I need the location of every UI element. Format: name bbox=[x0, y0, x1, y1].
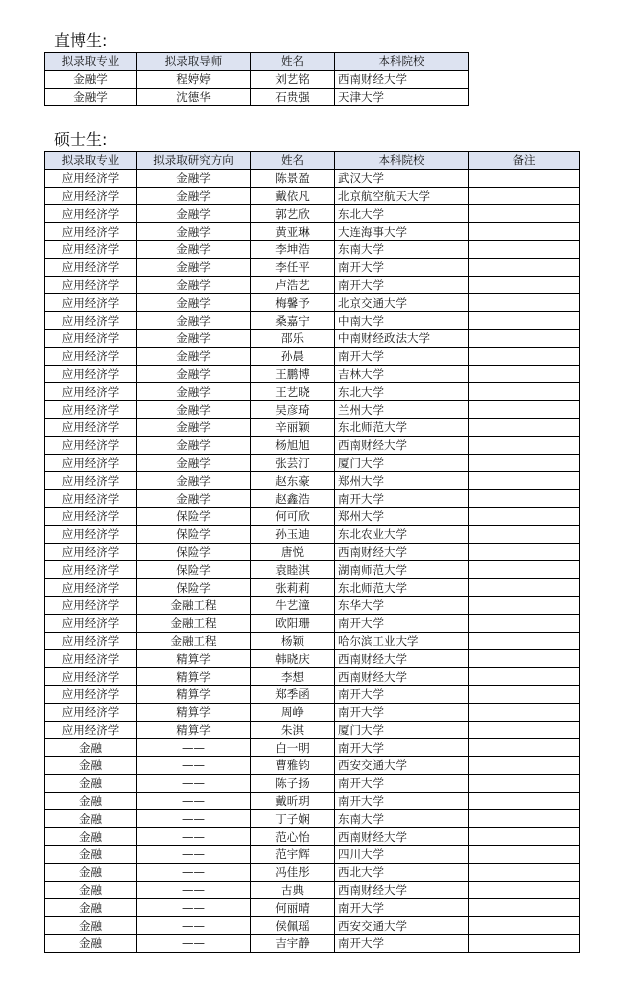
table-row bbox=[45, 383, 580, 401]
table-cell: 范心怡 bbox=[251, 828, 335, 846]
table-row bbox=[45, 685, 580, 703]
table-cell: 应用经济学 bbox=[45, 294, 137, 312]
table-cell: 南开大学 bbox=[335, 792, 469, 810]
table-cell: 西南财经大学 bbox=[335, 70, 469, 88]
table-cell: 应用经济学 bbox=[45, 596, 137, 614]
table-cell: 桑嘉宁 bbox=[251, 312, 335, 330]
table-cell: 北京航空航天大学 bbox=[335, 187, 469, 205]
table-cell: 保险学 bbox=[137, 561, 251, 579]
table-cell: 应用经济学 bbox=[45, 525, 137, 543]
table-cell: 金融学 bbox=[137, 329, 251, 347]
table-cell: 金融学 bbox=[137, 276, 251, 294]
table-cell: —— bbox=[137, 828, 251, 846]
table-row bbox=[45, 739, 580, 757]
table-row bbox=[45, 596, 580, 614]
table-cell bbox=[469, 881, 580, 899]
table-cell: 南开大学 bbox=[335, 703, 469, 721]
table-cell: —— bbox=[137, 810, 251, 828]
table-row bbox=[45, 472, 580, 490]
table-cell: 沈德华 bbox=[137, 88, 251, 106]
table-row bbox=[45, 792, 580, 810]
table-cell: 北京交通大学 bbox=[335, 294, 469, 312]
table-cell bbox=[469, 365, 580, 383]
table-cell: 金融 bbox=[45, 757, 137, 775]
table-cell: 金融 bbox=[45, 739, 137, 757]
table-cell: 郑州大学 bbox=[335, 472, 469, 490]
table-cell: 南开大学 bbox=[335, 935, 469, 953]
table-cell: 梅馨予 bbox=[251, 294, 335, 312]
table-cell: 应用经济学 bbox=[45, 383, 137, 401]
table-cell: 金融工程 bbox=[137, 596, 251, 614]
table-cell: 保险学 bbox=[137, 543, 251, 561]
column-header: 姓名 bbox=[251, 152, 335, 170]
table-cell bbox=[469, 543, 580, 561]
table-cell: 东北大学 bbox=[335, 205, 469, 223]
table-cell: 金融学 bbox=[137, 472, 251, 490]
table-cell: 大连海事大学 bbox=[335, 223, 469, 241]
table-cell: 金融学 bbox=[137, 490, 251, 508]
table-cell bbox=[469, 294, 580, 312]
table-cell: 周峥 bbox=[251, 703, 335, 721]
table-cell bbox=[469, 561, 580, 579]
table-cell bbox=[469, 329, 580, 347]
table-cell: 南开大学 bbox=[335, 258, 469, 276]
table-row bbox=[45, 490, 580, 508]
table-cell: 陈景盈 bbox=[251, 169, 335, 187]
table-cell: 吉林大学 bbox=[335, 365, 469, 383]
table-cell: 杨旭旭 bbox=[251, 436, 335, 454]
table-cell: 南开大学 bbox=[335, 490, 469, 508]
table-cell bbox=[469, 757, 580, 775]
table-cell: 金融 bbox=[45, 917, 137, 935]
table-cell: 李任平 bbox=[251, 258, 335, 276]
table-cell: —— bbox=[137, 757, 251, 775]
table-cell: 应用经济学 bbox=[45, 205, 137, 223]
table-cell: 西南财经大学 bbox=[335, 650, 469, 668]
table-cell: 程婷婷 bbox=[137, 70, 251, 88]
table-row bbox=[45, 507, 580, 525]
column-header: 拟录取研究方向 bbox=[137, 152, 251, 170]
table-cell: 应用经济学 bbox=[45, 401, 137, 419]
table-row bbox=[45, 276, 580, 294]
table-cell: 欧阳珊 bbox=[251, 614, 335, 632]
table-cell: 金融学 bbox=[137, 205, 251, 223]
table-cell: 武汉大学 bbox=[335, 169, 469, 187]
masters-heading: 硕士生: bbox=[54, 130, 108, 149]
table-cell: 金融工程 bbox=[137, 614, 251, 632]
column-header: 姓名 bbox=[251, 53, 335, 71]
table-cell: 金融学 bbox=[137, 454, 251, 472]
table-cell bbox=[469, 685, 580, 703]
table-row bbox=[45, 205, 580, 223]
table-cell bbox=[469, 169, 580, 187]
table-row bbox=[45, 169, 580, 187]
table-row bbox=[45, 632, 580, 650]
table-cell: 厦门大学 bbox=[335, 454, 469, 472]
table-cell: 应用经济学 bbox=[45, 650, 137, 668]
table-cell: 金融 bbox=[45, 899, 137, 917]
table-cell bbox=[469, 525, 580, 543]
column-header: 拟录取专业 bbox=[45, 152, 137, 170]
table-cell: 应用经济学 bbox=[45, 561, 137, 579]
table-cell bbox=[469, 668, 580, 686]
table-row bbox=[45, 668, 580, 686]
table-cell: 金融 bbox=[45, 810, 137, 828]
table-cell bbox=[469, 383, 580, 401]
table-cell: 精算学 bbox=[137, 668, 251, 686]
table-cell: 精算学 bbox=[137, 721, 251, 739]
table-cell: 应用经济学 bbox=[45, 703, 137, 721]
table-cell: 金融学 bbox=[137, 383, 251, 401]
table-cell bbox=[469, 223, 580, 241]
table-cell: 应用经济学 bbox=[45, 347, 137, 365]
table-cell bbox=[469, 614, 580, 632]
table-row bbox=[45, 454, 580, 472]
column-header: 本科院校 bbox=[335, 152, 469, 170]
table-row bbox=[45, 88, 469, 106]
table-cell: 南开大学 bbox=[335, 276, 469, 294]
table-cell: 应用经济学 bbox=[45, 223, 137, 241]
table-cell: 石贵强 bbox=[251, 88, 335, 106]
table-cell bbox=[469, 240, 580, 258]
table-cell: 厦门大学 bbox=[335, 721, 469, 739]
table-cell: 金融学 bbox=[137, 347, 251, 365]
table-row bbox=[45, 312, 580, 330]
table-row bbox=[45, 70, 469, 88]
table-cell: 应用经济学 bbox=[45, 685, 137, 703]
table-cell: 湖南师范大学 bbox=[335, 561, 469, 579]
table-cell: 金融学 bbox=[137, 365, 251, 383]
masters-table bbox=[44, 151, 580, 953]
table-cell bbox=[469, 721, 580, 739]
table-cell: 应用经济学 bbox=[45, 365, 137, 383]
table-cell: 精算学 bbox=[137, 650, 251, 668]
table-cell bbox=[469, 276, 580, 294]
table-cell: 应用经济学 bbox=[45, 240, 137, 258]
table-cell: 金融 bbox=[45, 935, 137, 953]
table-row bbox=[45, 401, 580, 419]
table-cell bbox=[469, 650, 580, 668]
table-cell: 侯佩瑶 bbox=[251, 917, 335, 935]
table-row bbox=[45, 294, 580, 312]
table-row bbox=[45, 614, 580, 632]
table-cell: 王艺晓 bbox=[251, 383, 335, 401]
table-row bbox=[45, 223, 580, 241]
table-cell: 郑季函 bbox=[251, 685, 335, 703]
table-cell bbox=[469, 846, 580, 864]
table-cell: 金融 bbox=[45, 881, 137, 899]
table-row bbox=[45, 881, 580, 899]
table-row bbox=[45, 703, 580, 721]
table-cell: 郭艺欣 bbox=[251, 205, 335, 223]
table-cell: 金融学 bbox=[137, 418, 251, 436]
table-cell: —— bbox=[137, 739, 251, 757]
table-cell: 郑州大学 bbox=[335, 507, 469, 525]
table-cell: 金融学 bbox=[137, 240, 251, 258]
table-cell: 金融学 bbox=[137, 223, 251, 241]
table-cell: 金融学 bbox=[137, 187, 251, 205]
table-row bbox=[45, 561, 580, 579]
phd-table bbox=[44, 52, 469, 106]
table-cell bbox=[469, 436, 580, 454]
table-cell: 邵乐 bbox=[251, 329, 335, 347]
table-row bbox=[45, 935, 580, 953]
table-cell: 孙玉迪 bbox=[251, 525, 335, 543]
table-row bbox=[45, 329, 580, 347]
table-cell: 应用经济学 bbox=[45, 472, 137, 490]
table-cell bbox=[469, 596, 580, 614]
table-row bbox=[45, 436, 580, 454]
table-cell: 保险学 bbox=[137, 579, 251, 597]
table-cell: 卢浩艺 bbox=[251, 276, 335, 294]
table-cell: 金融学 bbox=[137, 401, 251, 419]
table-row bbox=[45, 721, 580, 739]
table-cell: 东南大学 bbox=[335, 240, 469, 258]
table-row bbox=[45, 810, 580, 828]
table-cell: 陈子扬 bbox=[251, 774, 335, 792]
table-cell: 张芸汀 bbox=[251, 454, 335, 472]
column-header: 拟录取导师 bbox=[137, 53, 251, 71]
table-cell: 四川大学 bbox=[335, 846, 469, 864]
table-row bbox=[45, 774, 580, 792]
table-cell bbox=[469, 472, 580, 490]
table-cell: 金融学 bbox=[137, 312, 251, 330]
table-row bbox=[45, 365, 580, 383]
table-cell: 应用经济学 bbox=[45, 329, 137, 347]
table-cell: 戴依凡 bbox=[251, 187, 335, 205]
table-row bbox=[45, 579, 580, 597]
table-row bbox=[45, 863, 580, 881]
table-cell: 丁子娴 bbox=[251, 810, 335, 828]
table-cell: 金融 bbox=[45, 846, 137, 864]
table-cell: 西南财经大学 bbox=[335, 881, 469, 899]
table-row bbox=[45, 846, 580, 864]
table-cell bbox=[469, 401, 580, 419]
table-cell: 南开大学 bbox=[335, 899, 469, 917]
table-row bbox=[45, 418, 580, 436]
table-cell: 西南财经大学 bbox=[335, 543, 469, 561]
table-cell: 兰州大学 bbox=[335, 401, 469, 419]
table-cell: 黄亚琳 bbox=[251, 223, 335, 241]
column-header: 拟录取专业 bbox=[45, 53, 137, 71]
table-cell bbox=[469, 739, 580, 757]
column-header: 本科院校 bbox=[335, 53, 469, 71]
table-cell: 应用经济学 bbox=[45, 169, 137, 187]
table-cell: —— bbox=[137, 899, 251, 917]
table-cell bbox=[469, 792, 580, 810]
table-cell: 应用经济学 bbox=[45, 490, 137, 508]
table-cell: 南开大学 bbox=[335, 685, 469, 703]
table-cell bbox=[469, 579, 580, 597]
table-cell: 西南财经大学 bbox=[335, 668, 469, 686]
table-cell bbox=[469, 632, 580, 650]
table-cell: 辛丽颖 bbox=[251, 418, 335, 436]
masters-table-body bbox=[45, 169, 580, 952]
table-cell bbox=[469, 187, 580, 205]
table-cell: 西北大学 bbox=[335, 863, 469, 881]
phd-header-row bbox=[45, 53, 469, 71]
table-cell: 精算学 bbox=[137, 685, 251, 703]
table-cell: 南开大学 bbox=[335, 347, 469, 365]
table-cell: 应用经济学 bbox=[45, 632, 137, 650]
table-cell: 东北师范大学 bbox=[335, 418, 469, 436]
table-cell bbox=[469, 917, 580, 935]
table-cell: 金融学 bbox=[137, 294, 251, 312]
table-cell: 王鹏博 bbox=[251, 365, 335, 383]
table-cell: 金融工程 bbox=[137, 632, 251, 650]
table-row bbox=[45, 757, 580, 775]
table-cell: 唐悦 bbox=[251, 543, 335, 561]
table-cell bbox=[469, 205, 580, 223]
table-cell: 东北大学 bbox=[335, 383, 469, 401]
table-cell: 西安交通大学 bbox=[335, 757, 469, 775]
table-cell: 冯佳彤 bbox=[251, 863, 335, 881]
table-cell: 应用经济学 bbox=[45, 454, 137, 472]
table-row bbox=[45, 258, 580, 276]
table-cell bbox=[469, 490, 580, 508]
table-cell: 应用经济学 bbox=[45, 436, 137, 454]
masters-header-row bbox=[45, 152, 580, 170]
table-cell: 戴昕玥 bbox=[251, 792, 335, 810]
table-cell bbox=[469, 863, 580, 881]
table-cell: 何丽晴 bbox=[251, 899, 335, 917]
column-header: 备注 bbox=[469, 152, 580, 170]
table-cell: —— bbox=[137, 774, 251, 792]
phd-heading: 直博生: bbox=[54, 31, 108, 50]
table-cell: 古典 bbox=[251, 881, 335, 899]
table-cell: 金融 bbox=[45, 792, 137, 810]
table-cell: 刘艺铭 bbox=[251, 70, 335, 88]
table-cell: 应用经济学 bbox=[45, 187, 137, 205]
table-cell: 哈尔滨工业大学 bbox=[335, 632, 469, 650]
table-cell: 精算学 bbox=[137, 703, 251, 721]
table-cell: 应用经济学 bbox=[45, 507, 137, 525]
table-cell: 金融学 bbox=[45, 70, 137, 88]
table-row bbox=[45, 650, 580, 668]
table-cell: 应用经济学 bbox=[45, 668, 137, 686]
table-cell bbox=[469, 828, 580, 846]
table-cell bbox=[469, 312, 580, 330]
table-cell: 李坤浩 bbox=[251, 240, 335, 258]
table-cell: 南开大学 bbox=[335, 614, 469, 632]
table-cell bbox=[469, 347, 580, 365]
table-row bbox=[45, 543, 580, 561]
table-cell: 金融学 bbox=[137, 169, 251, 187]
table-cell bbox=[469, 935, 580, 953]
table-cell: 金融 bbox=[45, 863, 137, 881]
table-row bbox=[45, 899, 580, 917]
table-cell: 西南财经大学 bbox=[335, 828, 469, 846]
table-cell: 南开大学 bbox=[335, 774, 469, 792]
table-cell: 中南大学 bbox=[335, 312, 469, 330]
table-cell: 应用经济学 bbox=[45, 579, 137, 597]
table-cell: 应用经济学 bbox=[45, 543, 137, 561]
table-cell: 应用经济学 bbox=[45, 418, 137, 436]
phd-table-body bbox=[45, 70, 469, 106]
table-cell: 金融学 bbox=[45, 88, 137, 106]
table-row bbox=[45, 917, 580, 935]
table-cell: 孙晨 bbox=[251, 347, 335, 365]
table-cell: —— bbox=[137, 935, 251, 953]
table-cell: 金融 bbox=[45, 774, 137, 792]
table-cell bbox=[469, 258, 580, 276]
table-cell: 吴彦琦 bbox=[251, 401, 335, 419]
table-cell: 东南大学 bbox=[335, 810, 469, 828]
table-row bbox=[45, 187, 580, 205]
table-cell: 金融 bbox=[45, 828, 137, 846]
table-cell: 范宇辉 bbox=[251, 846, 335, 864]
table-cell: 西安交通大学 bbox=[335, 917, 469, 935]
table-cell: —— bbox=[137, 792, 251, 810]
table-cell: —— bbox=[137, 863, 251, 881]
table-cell: —— bbox=[137, 881, 251, 899]
table-cell: 吉宇静 bbox=[251, 935, 335, 953]
table-cell: 张莉莉 bbox=[251, 579, 335, 597]
table-cell: 金融学 bbox=[137, 258, 251, 276]
table-cell: 东华大学 bbox=[335, 596, 469, 614]
table-cell: —— bbox=[137, 917, 251, 935]
table-cell: 何可欣 bbox=[251, 507, 335, 525]
table-cell: 西南财经大学 bbox=[335, 436, 469, 454]
table-cell: 牛艺潼 bbox=[251, 596, 335, 614]
table-cell: 中南财经政法大学 bbox=[335, 329, 469, 347]
table-cell: —— bbox=[137, 846, 251, 864]
table-cell: 杨颖 bbox=[251, 632, 335, 650]
table-cell bbox=[469, 899, 580, 917]
table-cell: 李想 bbox=[251, 668, 335, 686]
table-cell: 保险学 bbox=[137, 507, 251, 525]
table-cell: 赵东豪 bbox=[251, 472, 335, 490]
table-cell bbox=[469, 418, 580, 436]
table-cell: 韩晓庆 bbox=[251, 650, 335, 668]
table-cell: 曹雅钧 bbox=[251, 757, 335, 775]
table-cell: 应用经济学 bbox=[45, 614, 137, 632]
table-cell bbox=[469, 810, 580, 828]
table-cell: 天津大学 bbox=[335, 88, 469, 106]
table-cell: 应用经济学 bbox=[45, 276, 137, 294]
table-row bbox=[45, 347, 580, 365]
table-cell: 应用经济学 bbox=[45, 258, 137, 276]
table-cell bbox=[469, 507, 580, 525]
table-cell bbox=[469, 703, 580, 721]
table-cell: 白一明 bbox=[251, 739, 335, 757]
table-row bbox=[45, 828, 580, 846]
table-row bbox=[45, 240, 580, 258]
table-cell: 东北师范大学 bbox=[335, 579, 469, 597]
table-cell: 保险学 bbox=[137, 525, 251, 543]
table-cell: 赵鑫浩 bbox=[251, 490, 335, 508]
table-cell: 应用经济学 bbox=[45, 312, 137, 330]
table-cell: 应用经济学 bbox=[45, 721, 137, 739]
table-cell: 金融学 bbox=[137, 436, 251, 454]
table-cell: 南开大学 bbox=[335, 739, 469, 757]
table-cell: 朱淇 bbox=[251, 721, 335, 739]
table-row bbox=[45, 525, 580, 543]
table-cell: 袁睦淇 bbox=[251, 561, 335, 579]
table-cell bbox=[469, 454, 580, 472]
table-cell bbox=[469, 774, 580, 792]
table-cell: 东北农业大学 bbox=[335, 525, 469, 543]
